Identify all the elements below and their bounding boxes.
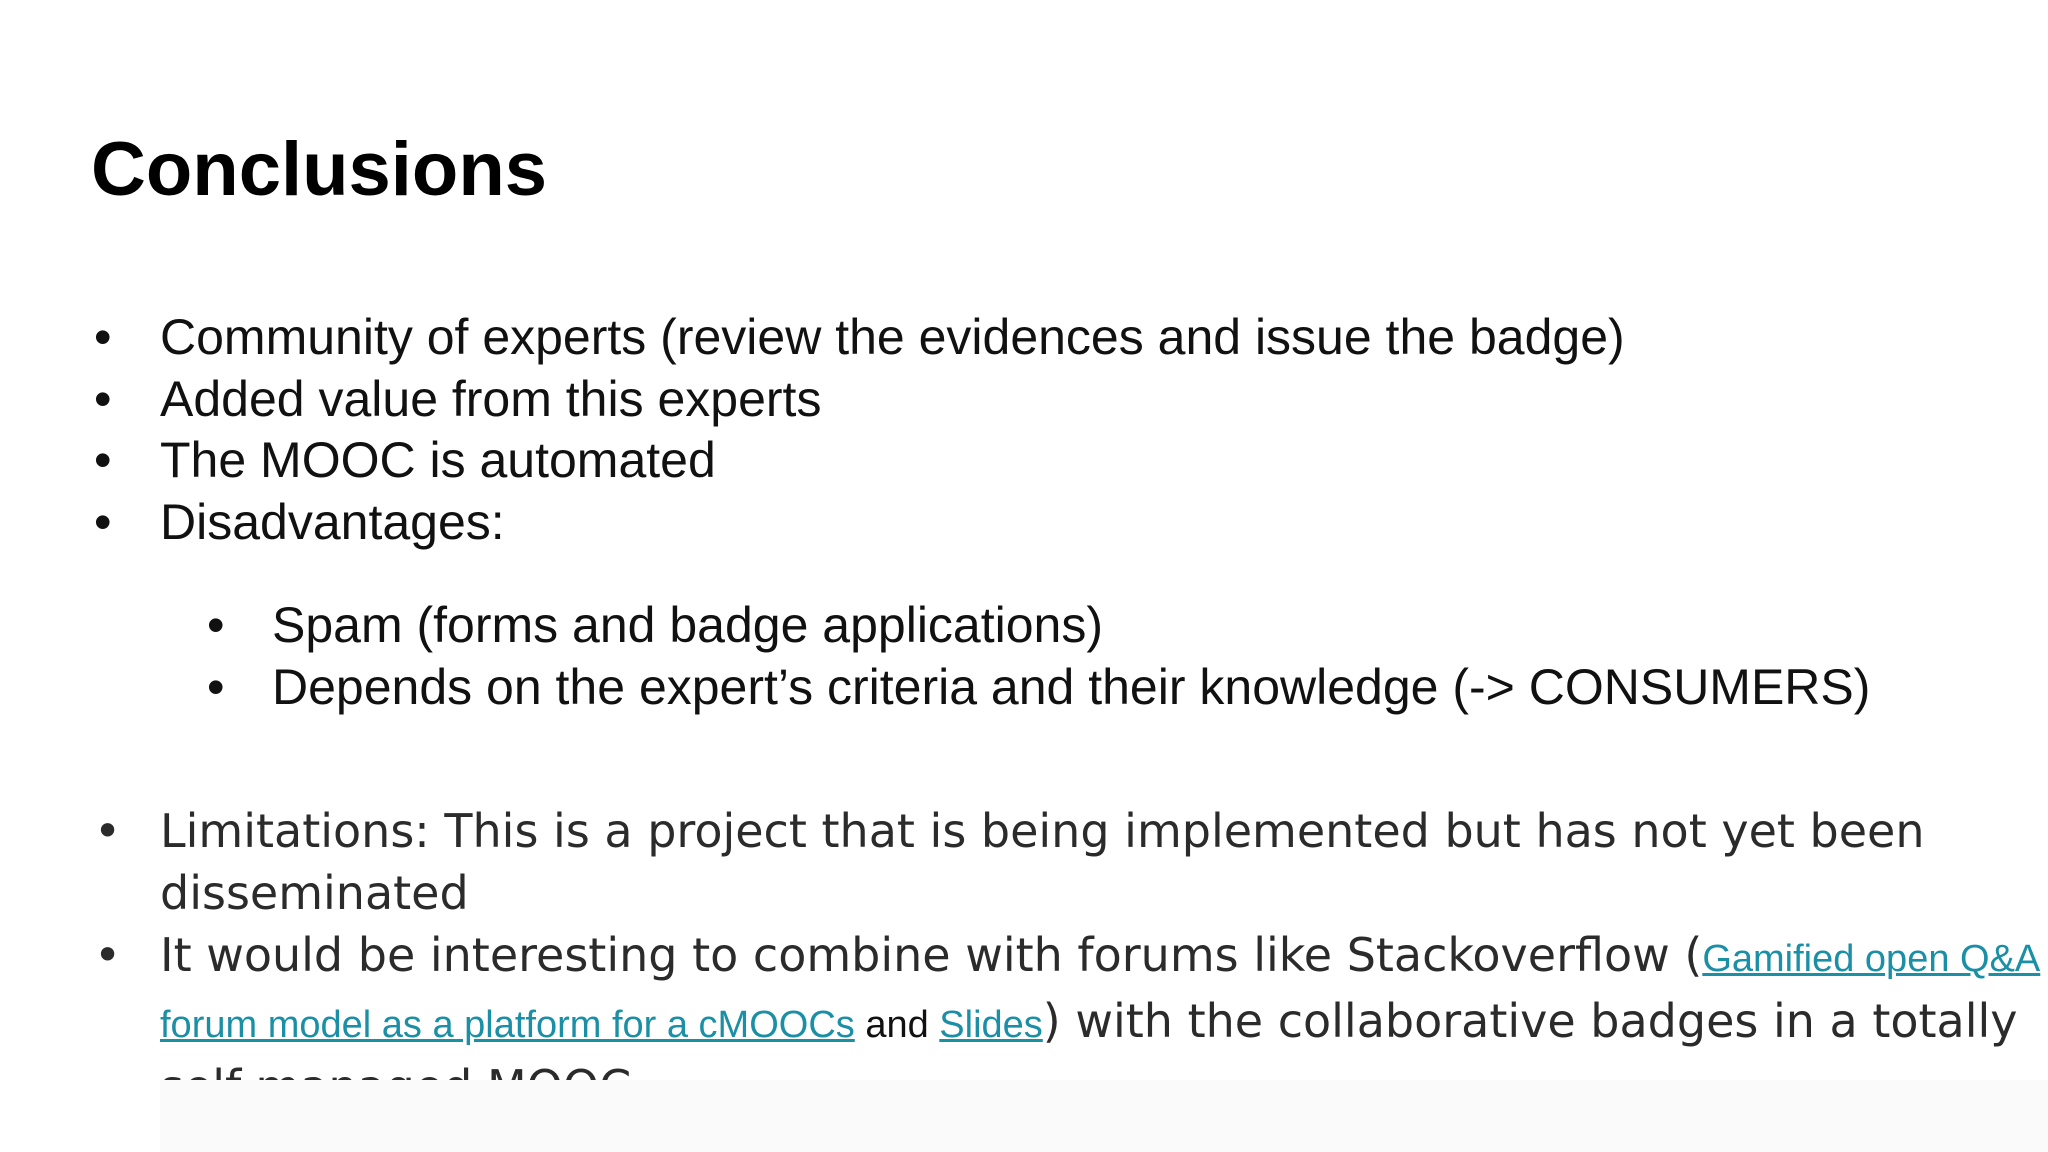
bullet-dot: •	[94, 371, 112, 427]
bullet-dot: •	[94, 804, 122, 858]
bottom-shade	[160, 1080, 2048, 1152]
bullet-text: Community of experts (review the evidences and issue the badge)	[160, 309, 1625, 365]
bullet-text: The MOOC is automated	[160, 432, 716, 488]
combine-line-1	[160, 924, 2040, 990]
combine-prefix: It would be interesting to combine with forums like Stackoverflow (	[160, 928, 1703, 982]
gamified-qa-link-continued[interactable]: forum model as a platform for a cMOOCs	[160, 1004, 855, 1046]
bullet-text: Depends on the expert’s criteria and their knowledge (-> CONSUMERS)	[272, 659, 1871, 715]
limitations-line-1: Limitations: This is a project that is being implemented but has not yet been	[160, 804, 1925, 858]
bullet-dot: •	[94, 494, 112, 550]
bullet-dot: •	[207, 597, 225, 653]
and-text: and	[854, 1004, 940, 1046]
bullet-dot: •	[94, 432, 112, 488]
bullet-dot: •	[94, 309, 112, 365]
limitations-line-2: disseminated	[160, 866, 469, 920]
slide-title: Conclusions	[91, 127, 548, 212]
gamified-qa-link[interactable]: Gamified open Q&A	[1702, 938, 2041, 980]
bullet-text	[160, 800, 2040, 924]
combine-line-2	[160, 990, 2040, 1056]
bullet-text: Spam (forms and badge applications)	[272, 597, 1104, 653]
bullet-dot: •	[94, 928, 122, 982]
bullet-text: Disadvantages:	[160, 494, 505, 550]
bullet-dot: •	[207, 659, 225, 715]
bullet-text: Added value from this experts	[160, 371, 822, 427]
combine-suffix: ) with the collaborative badges in a totally	[1042, 994, 2018, 1048]
slides-link[interactable]: Slides	[939, 1004, 1043, 1046]
